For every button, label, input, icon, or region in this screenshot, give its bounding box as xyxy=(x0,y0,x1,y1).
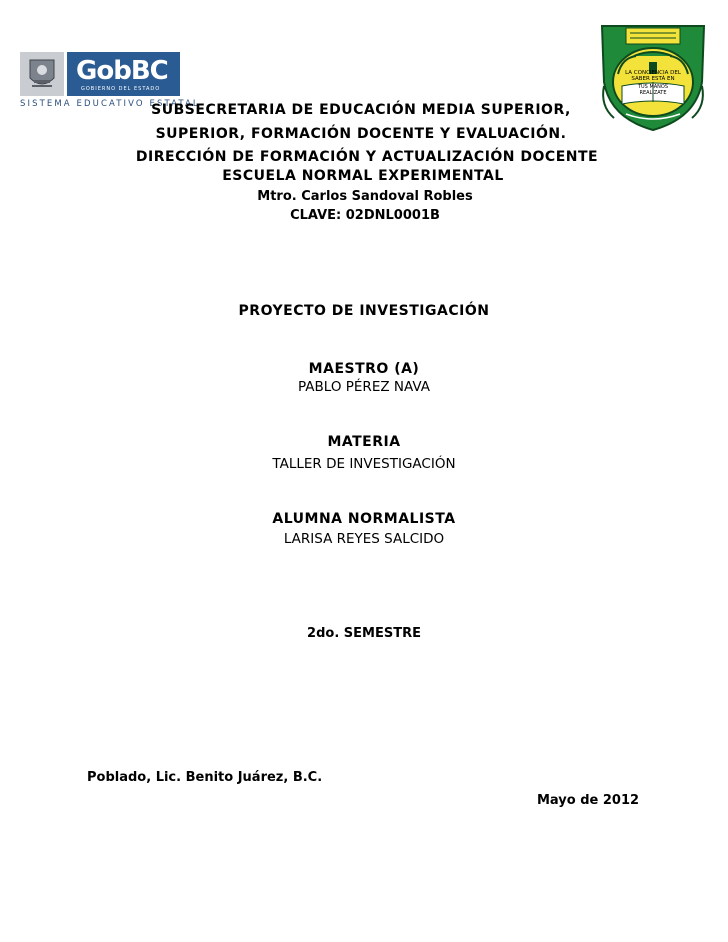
teacher-name: PABLO PÉREZ NAVA xyxy=(298,379,430,395)
svg-text:SABER ESTÁ EN: SABER ESTÁ EN xyxy=(631,76,675,82)
header-line-5: Mtro. Carlos Sandoval Robles xyxy=(257,189,473,204)
state-seal-icon xyxy=(20,52,64,96)
header-line-2: SUPERIOR, FORMACIÓN DOCENTE Y EVALUACIÓN. xyxy=(155,126,567,142)
project-title: PROYECTO DE INVESTIGACIÓN xyxy=(238,303,490,319)
gobbc-wordmark-box xyxy=(67,52,180,96)
svg-text:LA CONCIENCIA DEL: LA CONCIENCIA DEL xyxy=(625,70,681,76)
teacher-label: MAESTRO (A) xyxy=(308,361,420,377)
svg-text:TUS MANOS: TUS MANOS xyxy=(637,84,669,90)
student-name: LARISA REYES SALCIDO xyxy=(283,531,445,547)
student-label: ALUMNA NORMALISTA xyxy=(272,511,456,527)
header-line-4: ESCUELA NORMAL EXPERIMENTAL xyxy=(222,168,504,184)
header-line-1: SUBSECRETARIA DE EDUCACIÓN MEDIA SUPERIOR, xyxy=(151,102,571,118)
footer-place: Poblado, Lic. Benito Juárez, B.C. xyxy=(87,770,323,785)
gobbc-wordmark: GobBC xyxy=(76,56,168,86)
header-line-6: CLAVE: 02DNL0001B xyxy=(290,208,440,223)
subject-label: MATERIA xyxy=(327,434,401,450)
semester: 2do. SEMESTRE xyxy=(307,626,421,641)
gobbc-subtitle: GOBIERNO DEL ESTADO xyxy=(81,86,161,92)
header-line-3: DIRECCIÓN DE FORMACIÓN Y ACTUALIZACIÓN DOCENTE xyxy=(135,149,599,165)
footer-date: Mayo de 2012 xyxy=(537,793,640,808)
sistema-caption: SISTEMA EDUCATIVO ESTATAL xyxy=(20,99,200,109)
svg-text:REALIZATE: REALIZATE xyxy=(639,90,667,96)
subject-name: TALLER DE INVESTIGACIÓN xyxy=(272,456,456,472)
